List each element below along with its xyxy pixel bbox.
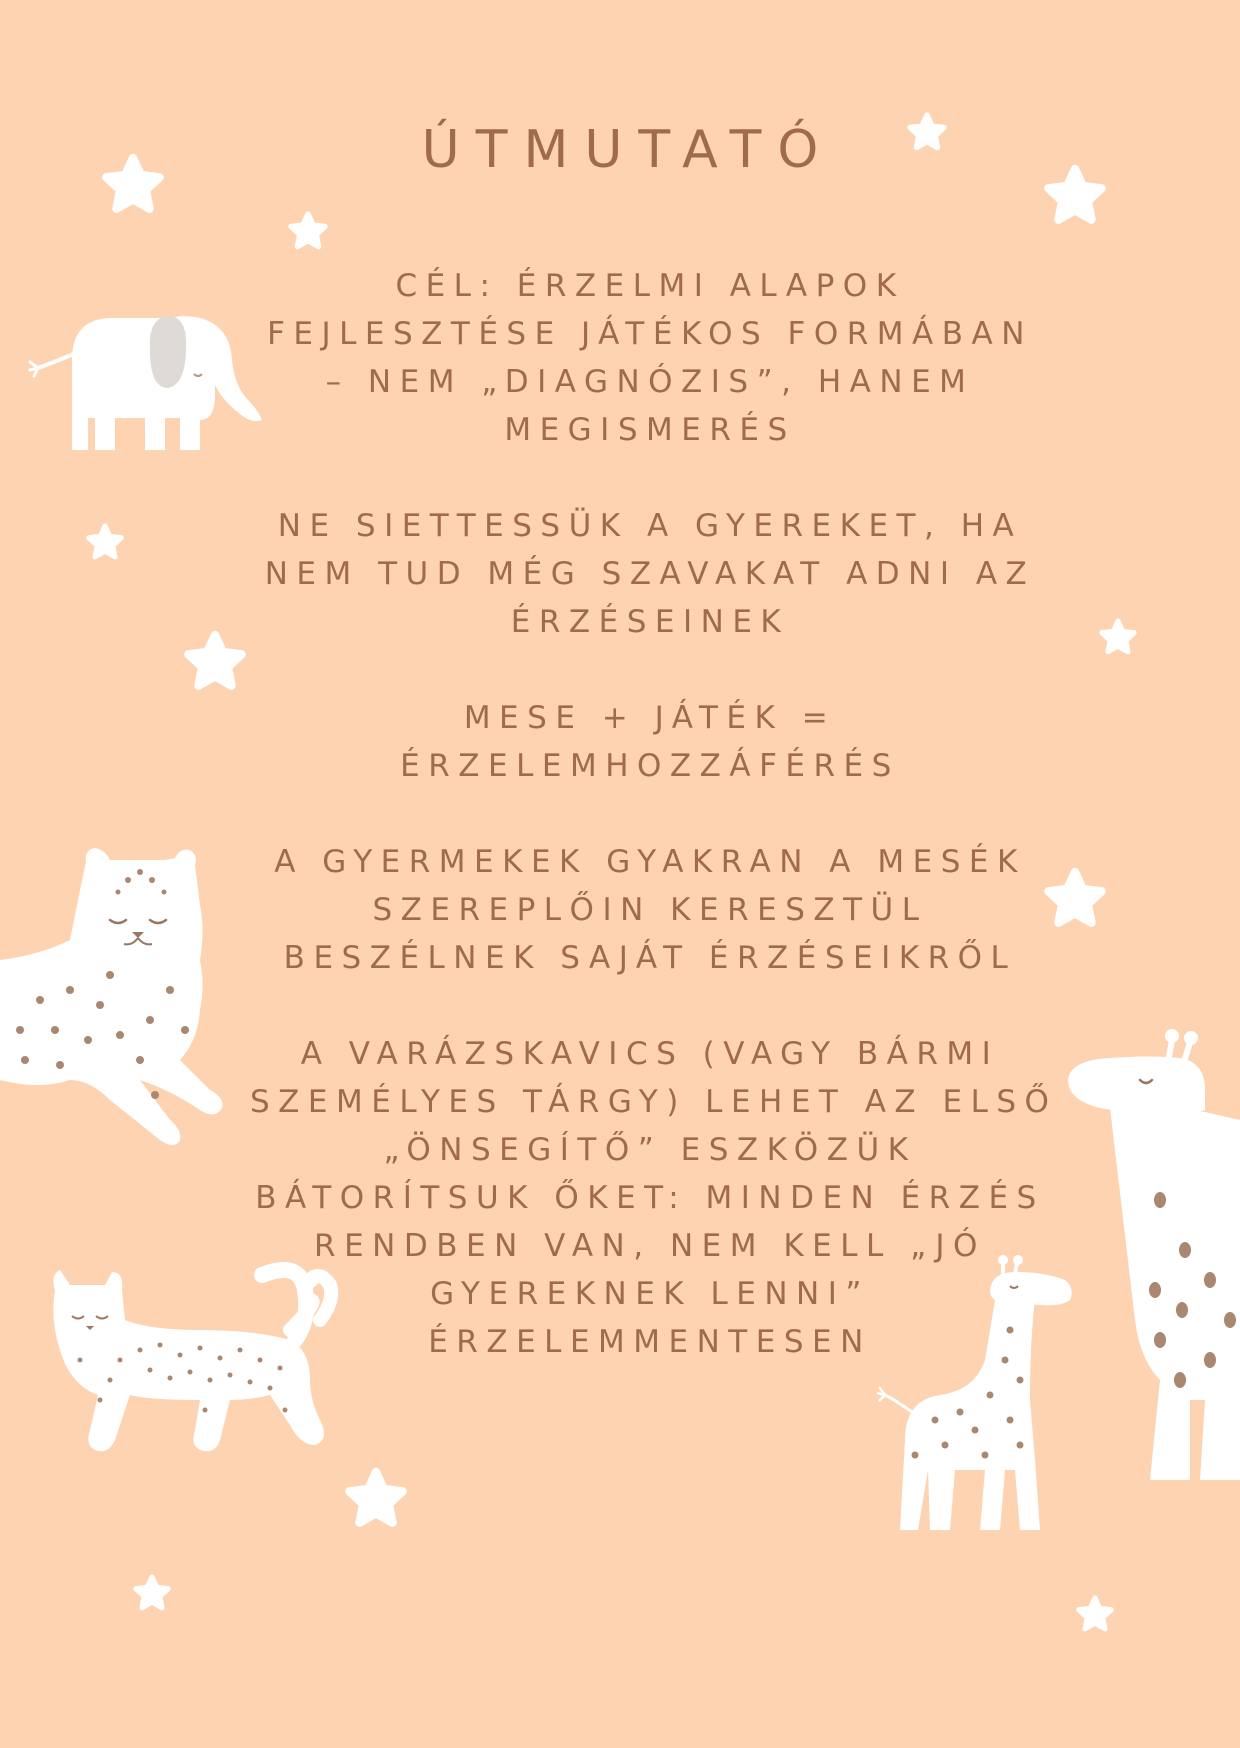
text-line: CÉL: ÉRZELMI ALAPOK	[395, 268, 905, 304]
text-line: FEJLESZTÉSE JÁTÉKOS FORMÁBAN	[267, 316, 1033, 352]
text-line: SZEMÉLYES TÁRGY) LEHET AZ ELSŐ	[250, 1084, 1058, 1120]
text-line: MESE + JÁTÉK =	[463, 700, 837, 736]
text-line: ÉRZELEMMENTESEN	[428, 1324, 872, 1360]
text-line: BÁTORÍTSUK ŐKET: MINDEN ÉRZÉS	[255, 1180, 1045, 1216]
star-icon	[349, 1472, 402, 1523]
paragraph-story-play	[250, 694, 1050, 790]
paragraph-characters	[250, 838, 1050, 982]
text-line: „ÖNSEGÍTŐ” ESZKÖZÜK	[383, 1132, 917, 1168]
text-line: A GYERMEKEK GYAKRAN A MESÉK	[274, 844, 1026, 880]
paragraph-magic-pebble	[250, 1030, 1058, 1366]
page-title: ÚTMUTATÓ	[421, 120, 835, 180]
text-line: – NEM „DIAGNÓZIS”, HANEM	[325, 364, 975, 400]
text-line: ÉRZÉSEINEK	[510, 604, 790, 640]
leopard-illustration	[0, 848, 223, 1145]
star-icon	[1102, 621, 1134, 652]
paragraph-goal	[250, 262, 1050, 454]
text-line: SZEREPLŐIN KERESZTÜL	[372, 892, 928, 928]
text-line: NEM TUD MÉG SZAVAKAT ADNI AZ	[264, 556, 1036, 592]
star-icon	[89, 526, 121, 557]
star-icon	[188, 635, 241, 686]
giraffe-illustration	[1068, 1029, 1240, 1480]
star-icon	[1079, 1598, 1111, 1629]
star-icon	[136, 1577, 168, 1608]
text-line: A VARÁZSKAVICS (VAGY BÁRMI	[300, 1036, 1000, 1072]
text-line: BESZÉLNEK SAJÁT ÉRZÉSEIKRŐL	[283, 940, 1017, 976]
text-line: MEGISMERÉS	[504, 412, 796, 448]
text-line: RENDBEN VAN, NEM KELL „JÓ	[314, 1228, 986, 1264]
elephant-illustration	[30, 316, 262, 450]
text-line: NE SIETTESSÜK A GYEREKET, HA	[277, 508, 1023, 544]
guide-text	[250, 262, 1058, 1414]
paragraph-no-rush	[250, 502, 1050, 646]
text-line: GYEREKNEK LENNI”	[430, 1276, 870, 1312]
star-icon	[291, 214, 325, 247]
star-icon	[1048, 872, 1101, 923]
text-line: ÉRZELEMHOZZÁFÉRÉS	[400, 748, 900, 784]
